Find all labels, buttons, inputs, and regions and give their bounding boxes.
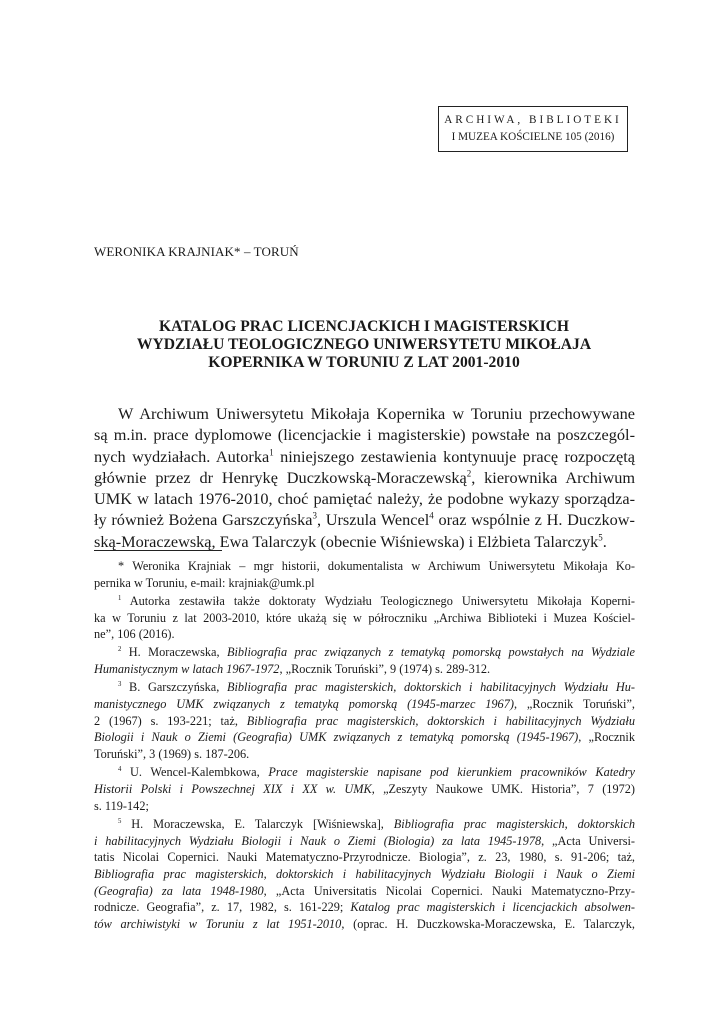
journal-name: ARCHIWA, BIBLIOTEKI (444, 114, 622, 126)
body-line: ską-Moraczewską, Ewa Talarczyk (obecnie Wiśniewska) i Elżbieta Talarczyk$^5$. (94, 531, 607, 551)
footnote-separator (94, 550, 222, 551)
body-line: nych wydziałach. Autorka$^1$ niniejszego zestawienia kontynuuje pracę rozpoczętą (94, 446, 635, 466)
footnotes (94, 558, 635, 934)
footnote-author: * Weronika Krajniak – mgr historii, dokumentalista w Archiwum Uniwersytetu Mikołaja Ko- pernika w Toruniu, e-mail: krajniak@umk.pl (94, 559, 635, 590)
body-line: W Archiwum Uniwersytetu Mikołaja Kopernika w Toruniu przechowywane (118, 404, 635, 423)
footnote-3: $^3$ B. Garszczyńska, Bibliografia prac magisterskich, doktorskich i habilitacyjnych Wydziału Hu- manistycznego UMK związanych z tematyką pomorską (1945-marzec 1967), „Rocznik Toruński”, 2 (1967) s. 193-221; taż, Bibliografia prac magisterskich, doktorskich i habilitacyjnych Wydziału Biologii i Nauk o Ziemi (Geografia) UMK związanych z tematyką pomorską (1945-1967), „Rocznik Toruński”, 3 (1969) s. 187-206. (94, 680, 635, 762)
footnote-5: $^5$ H. Moraczewska, E. Talarczyk [Wiśniewska], Bibliografia prac magisterskich, doktorskich i habilitacyjnych Wydziału Biologii i Nauk o Ziemi (Biologia) za lata 1945-1978, „Acta Universi- tatis Nicolai Copernici. Nauki Matematyczno-Przyrodnicze. Biologia”, z. 23, 1980, s. 91-206; taż, Bibliografia prac magisterskich, doktorskich i habilitacyjnych Wydziału Biologii i Nauk o Ziemi (Geografia) za lata 1948-1980, „Acta Universitatis Nicolai Copernici. Nauki Matematyczno-Przy- rodnicze. Geografia”, z. 17, 1982, s. 161-229; Katalog prac magisterskich i licencjackich absolwen- tów archiwistyki w Toruniu z lat 1951-2010, (oprac. H. Duczkowska-Moraczewska, E. Talarczyk, (94, 816, 636, 931)
title-line: KOPERNIKA W TORUNIU Z LAT 2001-2010 (208, 354, 520, 371)
title-line: KATALOG PRAC LICENCJACKICH I MAGISTERSKICH (158, 318, 570, 335)
footnote-4: $^4$ U. Wencel-Kalembkowa, Prace magisterskie napisane pod kierunkiem pracowników Katedry Historii Polski i Powszechnej XIX i XX w. UMK, „Zeszyty Naukowe UMK. Historia”, 7 (1972) s. 119-142; (94, 765, 635, 813)
body-line: ły również Bożena Garszczyńska$^3$, Urszula Wencel$^4$ oraz wspólnie z H. Duczkow- (94, 510, 635, 530)
footnote-ref[interactable]: 1 (269, 447, 274, 458)
body-line: UMK w latach 1976-2010, choć pamiętać należy, że podobne wykazy sporządza- (94, 489, 635, 509)
footnote-ref[interactable]: 4 (429, 511, 434, 522)
author-affiliation: WERONIKA KRAJNIAK* – TORUŃ (94, 244, 299, 259)
body-line: głównie przez dr Henrykę Duczkowską-Moraczewską$^2$, kierownika Archiwum (94, 467, 636, 487)
journal-issue: I MUZEA KOŚCIELNE 105 (2016) (451, 131, 615, 143)
title-line: WYDZIAŁU TEOLOGICZNEGO UNIWERSYTETU MIKOŁAJA (136, 336, 592, 353)
footnote-ref[interactable]: 5 (598, 532, 603, 543)
article-title (94, 318, 634, 372)
body-line: są m.in. prace dyplomowe (licencjackie i magisterskie) powstałe na poszczegól- (94, 425, 635, 445)
body-paragraph (94, 403, 635, 552)
footnote-ref[interactable]: 2 (466, 468, 472, 479)
footnote-2: $^2$ H. Moraczewska, Bibliografia prac związanych z tematyką pomorską powstałych na Wydziale Humanistycznym w latach 1967-1972, „Rocznik Toruński”, 9 (1974) s. 289-312. (94, 645, 635, 677)
footnote-ref[interactable]: 3 (312, 511, 317, 522)
journal-header-box (438, 106, 628, 152)
footnote-1: $^1$ Autorka zestawiła także doktoraty Wydziału Teologicznego Uniwersytetu Mikołaja Koperni- ka w Toruniu z lat 2003-2010, które ukażą się w półroczniku „Archiwa Biblioteki i Muzea Kościel- ne”, 106 (2016). (94, 593, 635, 642)
